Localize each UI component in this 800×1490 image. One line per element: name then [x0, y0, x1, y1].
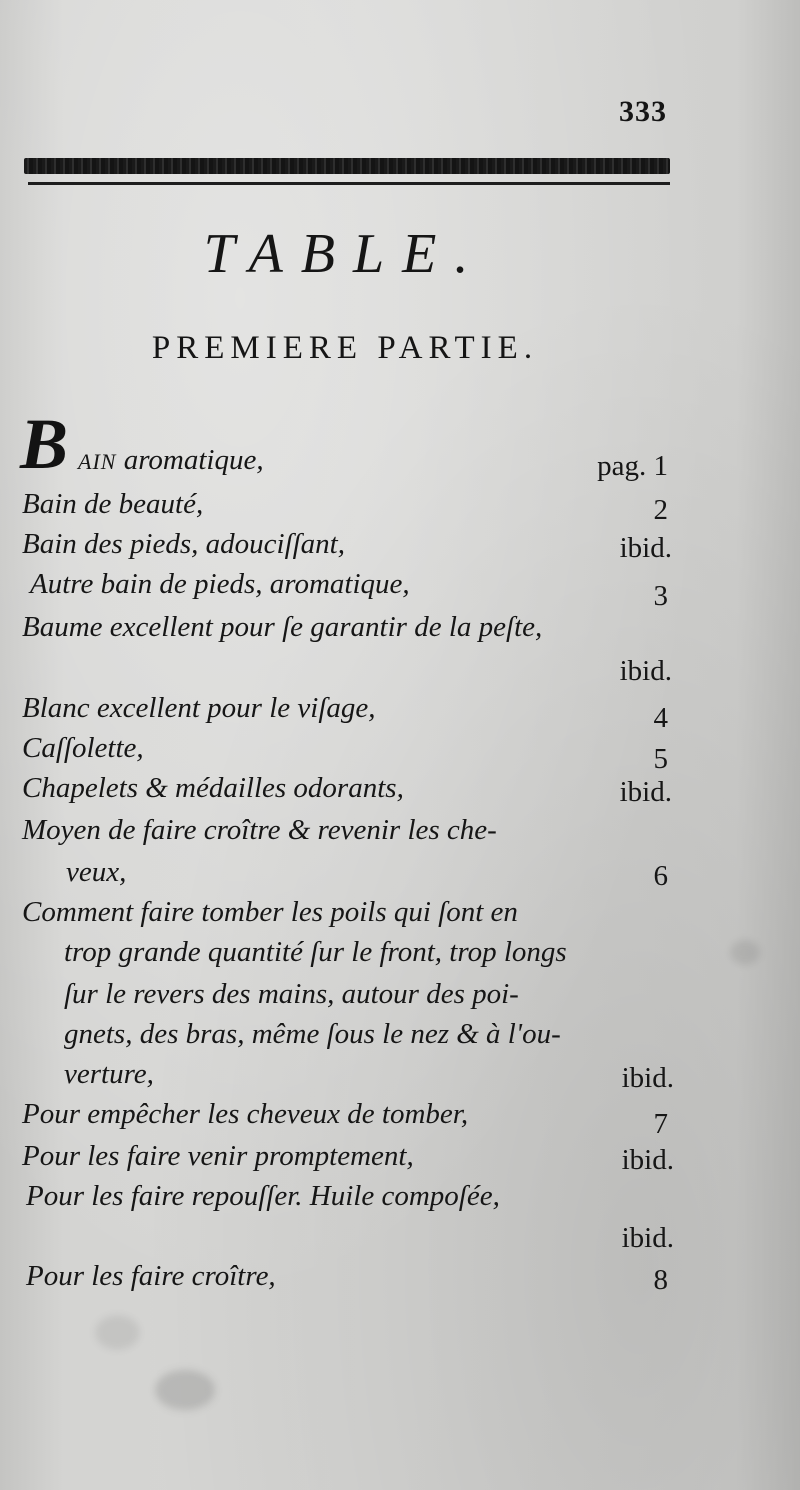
toc-page-ref: 8 — [653, 1264, 668, 1296]
toc-page-ref: ibid. — [619, 655, 672, 687]
toc-page-ref: 7 — [653, 1108, 668, 1140]
toc-page-ref: 2 — [653, 494, 668, 526]
toc-entry: Autre bain de pieds, aromatique, — [30, 568, 410, 600]
toc-entry: verture, — [64, 1058, 154, 1090]
toc-entry: Pour les faire repouſſer. Huile compoſée, — [26, 1180, 500, 1212]
toc-entry: Pour empêcher les cheveux de tomber, — [22, 1098, 469, 1130]
toc-entry: veux, — [66, 856, 127, 888]
toc-entry: trop grande quantité ſur le front, trop longs — [64, 936, 567, 968]
toc-page-ref: ibid. — [621, 1222, 674, 1254]
toc-page-ref: ibid. — [619, 776, 672, 808]
toc-page-ref: 3 — [653, 580, 668, 612]
toc-entry: Chapelets & médailles odorants, — [22, 772, 404, 804]
toc-entry: Bain de beauté, — [22, 488, 204, 520]
toc-entry: Blanc excellent pour le viſage, — [22, 692, 376, 724]
toc-entry: Baume excellent pour ſe garantir de la peſte, — [22, 611, 543, 643]
toc-page-ref: ibid. — [621, 1062, 674, 1094]
toc-page-ref: ibid. — [619, 532, 672, 564]
toc-page-ref: ibid. — [621, 1144, 674, 1176]
toc-entry-first — [78, 446, 264, 475]
toc-entry: Bain des pieds, adouciſſant, — [22, 528, 345, 560]
toc-page-ref: pag. 1 — [597, 450, 668, 482]
toc-page-ref: 4 — [653, 702, 668, 734]
section-subtitle: PREMIERE PARTIE. — [151, 330, 539, 366]
toc-entry: Caſſolette, — [22, 732, 144, 764]
page-title: TABLE. — [203, 223, 487, 285]
toc-page-ref: 5 — [653, 743, 668, 775]
toc-entry: Comment faire tomber les poils qui ſont en — [22, 896, 518, 928]
smallcaps-text: AIN — [78, 449, 117, 474]
toc-page-ref: 6 — [653, 860, 668, 892]
toc-entry: Pour les faire venir promptement, — [22, 1140, 414, 1172]
toc-entry: Moyen de faire croître & revenir les che- — [22, 814, 497, 846]
drop-cap: B — [20, 404, 69, 484]
page-number: 333 — [619, 95, 667, 128]
toc-entry: gnets, des bras, même ſous le nez & à l'ou- — [64, 1018, 561, 1050]
toc-entry: ſur le revers des mains, autour des poi- — [64, 978, 519, 1010]
entry-text: aromatique, — [116, 444, 264, 476]
toc-entry: Pour les faire croître, — [26, 1260, 276, 1292]
